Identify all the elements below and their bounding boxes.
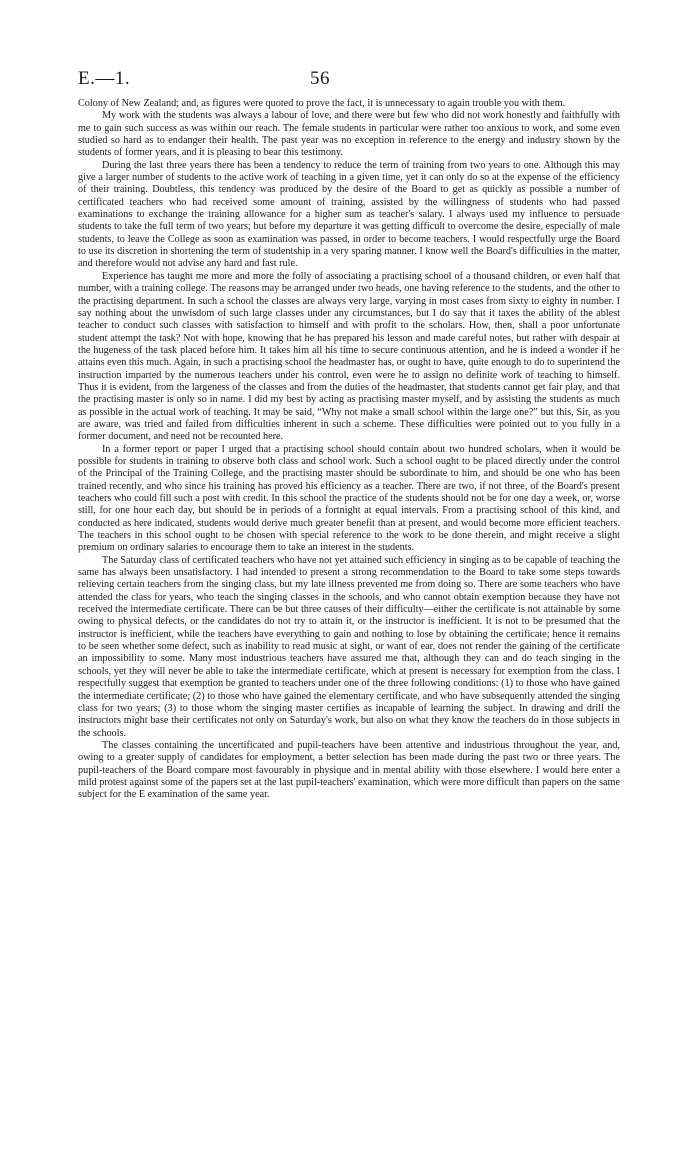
page-header <box>78 68 620 94</box>
paragraph-practising-school: Experience has taught me more and more the folly of associating a practising school of a thousand children, or even half that number, with a training college. The reasons may be arranged under two heads, one having reference to the students, and the other to the practising department. In such a school the classes are always very large, varying in most cases from sixty to eighty in number. I say nothing about the unwisdom of such large classes under any circumstances, but I do say that it taxes the ability of the ablest teacher to conduct such classes with satisfaction to himself and with profit to the scholars. How, then, shall a poor unfortunate student attempt the task? Not with hope, knowing that he has prepared his lesson and made careful notes, but rather with despair at the hugeness of the task placed before him. It takes him all his time to secure continuous attention, and he is indeed a wonder if he attains even this much. Again, in such a practising school the headmaster has, or ought to have, quite enough to do to superintend the instruction imparted by the numerous teachers under his control, even were he to assign no definite work of teaching to himself. Thus it is evident, from the largeness of the classes and from the duties of the headmaster, that students cannot get fair play, and that the practising master is only so in name. I did my best by acting as practising master myself, and by assisting the students as much as possible in the actual work of teaching. It may be said, “Why not make a small school within the large one?” but this, Sir, as you are aware, was tried and failed from difficulties inherent in such a scheme. These difficulties were pointed out to you fully in a former document, and need not be recounted here. <box>78 270 620 443</box>
document-page <box>78 68 620 802</box>
section-label: E.—1. <box>78 68 131 89</box>
page-number: 56 <box>310 68 330 89</box>
paragraph-former-report: In a former report or paper I urged that a practising school should contain about two hundred scholars, when it would be possible for students in training to observe both class and school work. Such a school ought to be placed directly under the control of the Principal of the Training College, and the practising master should be subordinate to him, and should be one who has been trained recently, and who since his training has proved his efficiency as a teacher. There are two, if not three, of the Board's present teachers who could fill such a post with credit. In this school the practice of the students should not be for one day a week, or, worse still, for one hour each day, but should be in periods of a fortnight at equal intervals. From a practising school of this kind, and conducted as here indicated, students would derive much greater benefit than at present, and would become more efficient teachers. The teachers in this school ought to be chosen with special reference to the work to be done therein, and might receive a slight premium on ordinary salaries to encourage them to take an interest in the students. <box>78 443 620 554</box>
paragraph-students-work: My work with the students was always a labour of love, and there were but few who did not work honestly and faithfully with me to gain such success as was within our reach. The female students in particular were rather too anxious to work, and some even studied so hard as to endanger their health. The past year was no exception in reference to the energy and industry shown by the students of former years, and it is pleasing to bear this testimony. <box>78 110 620 159</box>
paragraph-training-term: During the last three years there has been a tendency to reduce the term of training from two years to one. Although this may give a larger number of students to the active work of teaching in a given time, yet it can only do so at the expense of the efficiency of their training. Doubtless, this tendency was produced by the desire of the Board to get as quickly as possible a number of certificated teachers who had received some amount of training, assisted by the willingness of students who had passed examinations to exchange the training allowance for a higher sum as teacher's salary. I always used my influence to persuade students to take the full term of two years; but before my departure it was getting difficult to overcome the desire, especially of male students, to leave the College as soon as examination was passed, in order to become teachers. I would respectfully urge the Board to use its discretion in shortening the term of studentship in a very sparing manner. I know well the Board's difficulties in the matter, and therefore would not advise any hard and fast rule. <box>78 159 620 270</box>
paragraph-pupil-teachers: The classes containing the uncertificated and pupil-teachers have been attentive and industrious throughout the year, and, owing to a greater supply of candidates for employment, a better selection has been made during the past two or three years. The pupil-teachers of the Board compare most favourably in physique and in mental ability with those elsewhere. I would here enter a mild protest against some of the papers set at the last pupil-teachers' examination, which were more difficult than papers on the same subject for the E examination of the same year. <box>78 739 620 801</box>
paragraph-continuation: Colony of New Zealand; and, as figures were quoted to prove the fact, it is unnecessary to again trouble you with them. <box>78 98 566 109</box>
paragraph-saturday-class: The Saturday class of certificated teachers who have not yet attained such efficiency in singing as to be capable of teaching the same has always been unsatisfactory. I had intended to present a strong recommendation to the Board to take some steps towards relieving certain teachers from the singing class, but my late illness prevented me from doing so. There are some teachers who have attended the class for years, who teach the singing classes in the schools, and who cannot obtain exemption because they have not received the intermediate certificate. There can be but three causes of their difficulty—either the certificate is not attainable by some owing to physical defects, or the candidates do not try to attain it, or the instructor is inefficient. It is not to be presumed that the instructor is inefficient, while the teachers have everything to gain and nothing to lose by obtaining the certificate; hence it remains to be seen whether some defect, such as inability to read music at sight, or want of ear, does not render the gaining of the certificate an impossibility to some. Many most industrious teachers have assured me that, although they can and do teach singing in the schools, yet they will never be able to take the intermediate certificate, which at present is necessary for exemption from the class. I respectfully suggest that exemption be granted to teachers under one of the three following conditions: (1) to those who have gained the intermediate certificate; (2) to those who have gained the elementary certificate, and who have subsequently attended the singing class for two years; (3) to those whom the singing master certifies as incapable of learning the subject. In drawing and drill the instructors might base their certificates not only on Saturday's work, but also on what they know the teachers do in those subjects in the schools. <box>78 554 620 739</box>
document-body <box>78 98 620 802</box>
